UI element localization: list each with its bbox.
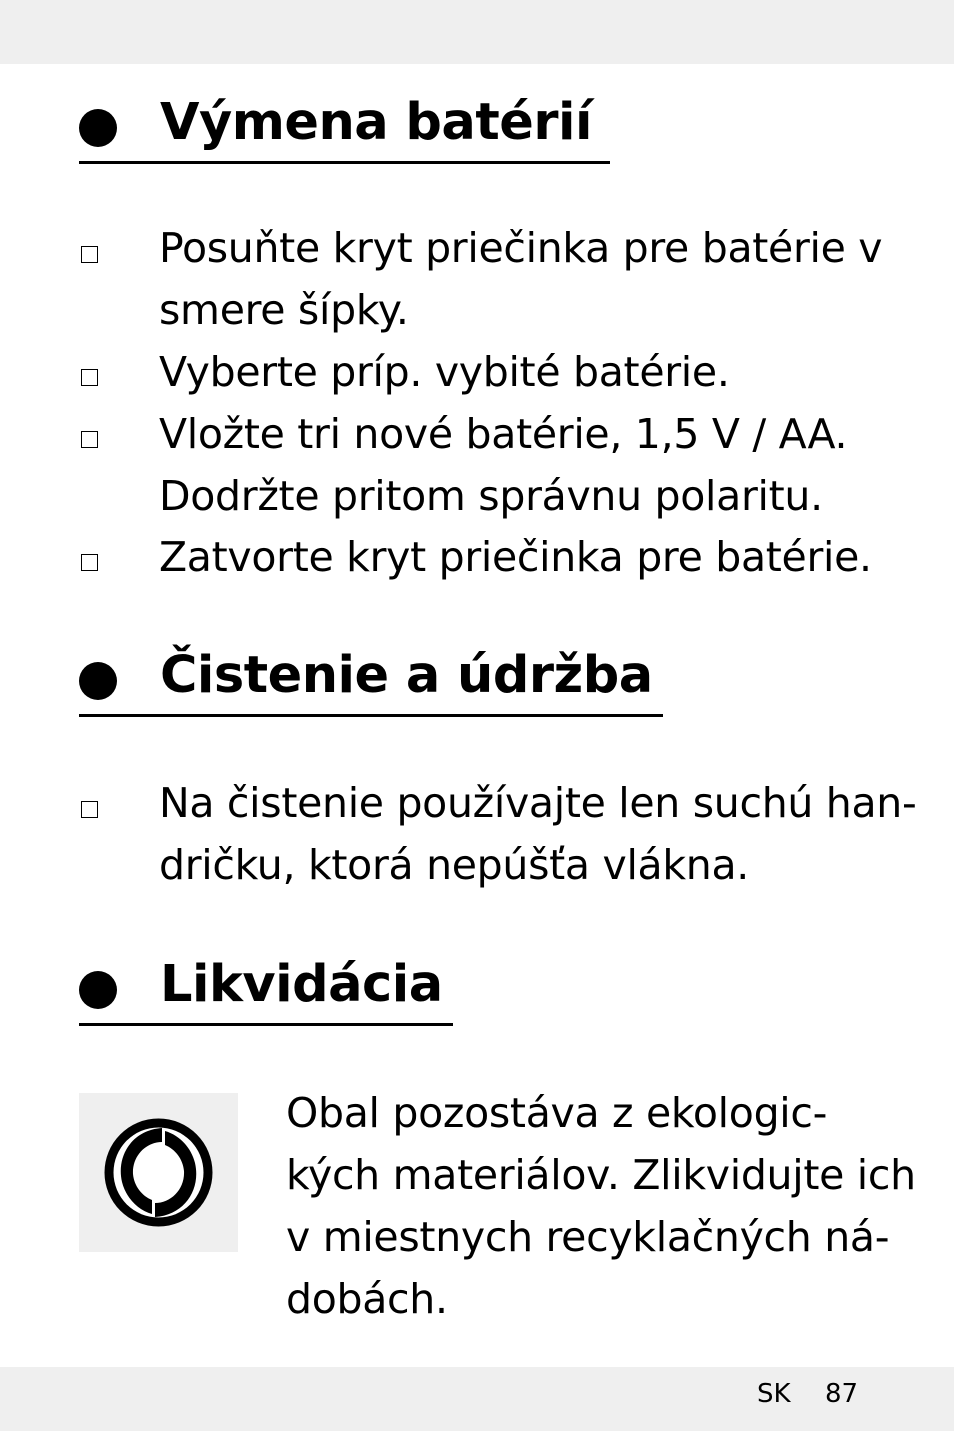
checkbox-bullet-icon [81,246,98,263]
section-title: Výmena batérií [160,93,592,152]
footer-band [0,1367,954,1431]
header-band [0,0,954,64]
disposal-text-line: dobách. [286,1275,448,1323]
heading-bullet-icon [79,662,117,700]
checkbox-bullet-icon [81,431,98,448]
page-number: 87 [825,1379,859,1409]
instruction-line: Zatvorte kryt priečinka pre batérie. [159,533,872,581]
section-heading-cleaning [79,646,663,717]
section-heading-battery-replacement [79,93,610,164]
instruction-line: smere šípky. [159,286,409,334]
instruction-line: Na čistenie používajte len suchú han- [159,779,917,827]
recycling-symbol-box [79,1093,238,1252]
disposal-text-line: Obal pozostáva z ekologic- [286,1089,828,1137]
instruction-line: Vyberte príp. vybité batérie. [159,348,730,396]
checkbox-bullet-icon [81,554,98,571]
section-title: Likvidácia [160,955,443,1014]
checkbox-bullet-icon [81,369,98,386]
section-title: Čistenie a údržba [160,646,653,705]
heading-bullet-icon [79,109,117,147]
disposal-text-line: kých materiálov. Zlikvidujte ich [286,1151,916,1199]
checkbox-bullet-icon [81,801,98,818]
green-dot-recycling-icon [102,1116,215,1229]
instruction-line: dričku, ktorá nepúšťa vlákna. [159,841,750,889]
instruction-line: Dodržte pritom správnu polaritu. [159,472,823,520]
disposal-text-line: v miestnych recyklačných ná- [286,1213,890,1261]
instruction-line: Vložte tri nové batérie, 1,5 V / AA. [159,410,848,458]
section-heading-disposal [79,955,453,1026]
instruction-line: Posuňte kryt priečinka pre batérie v [159,224,883,272]
footer-language: SK [757,1379,791,1409]
heading-bullet-icon [79,971,117,1009]
